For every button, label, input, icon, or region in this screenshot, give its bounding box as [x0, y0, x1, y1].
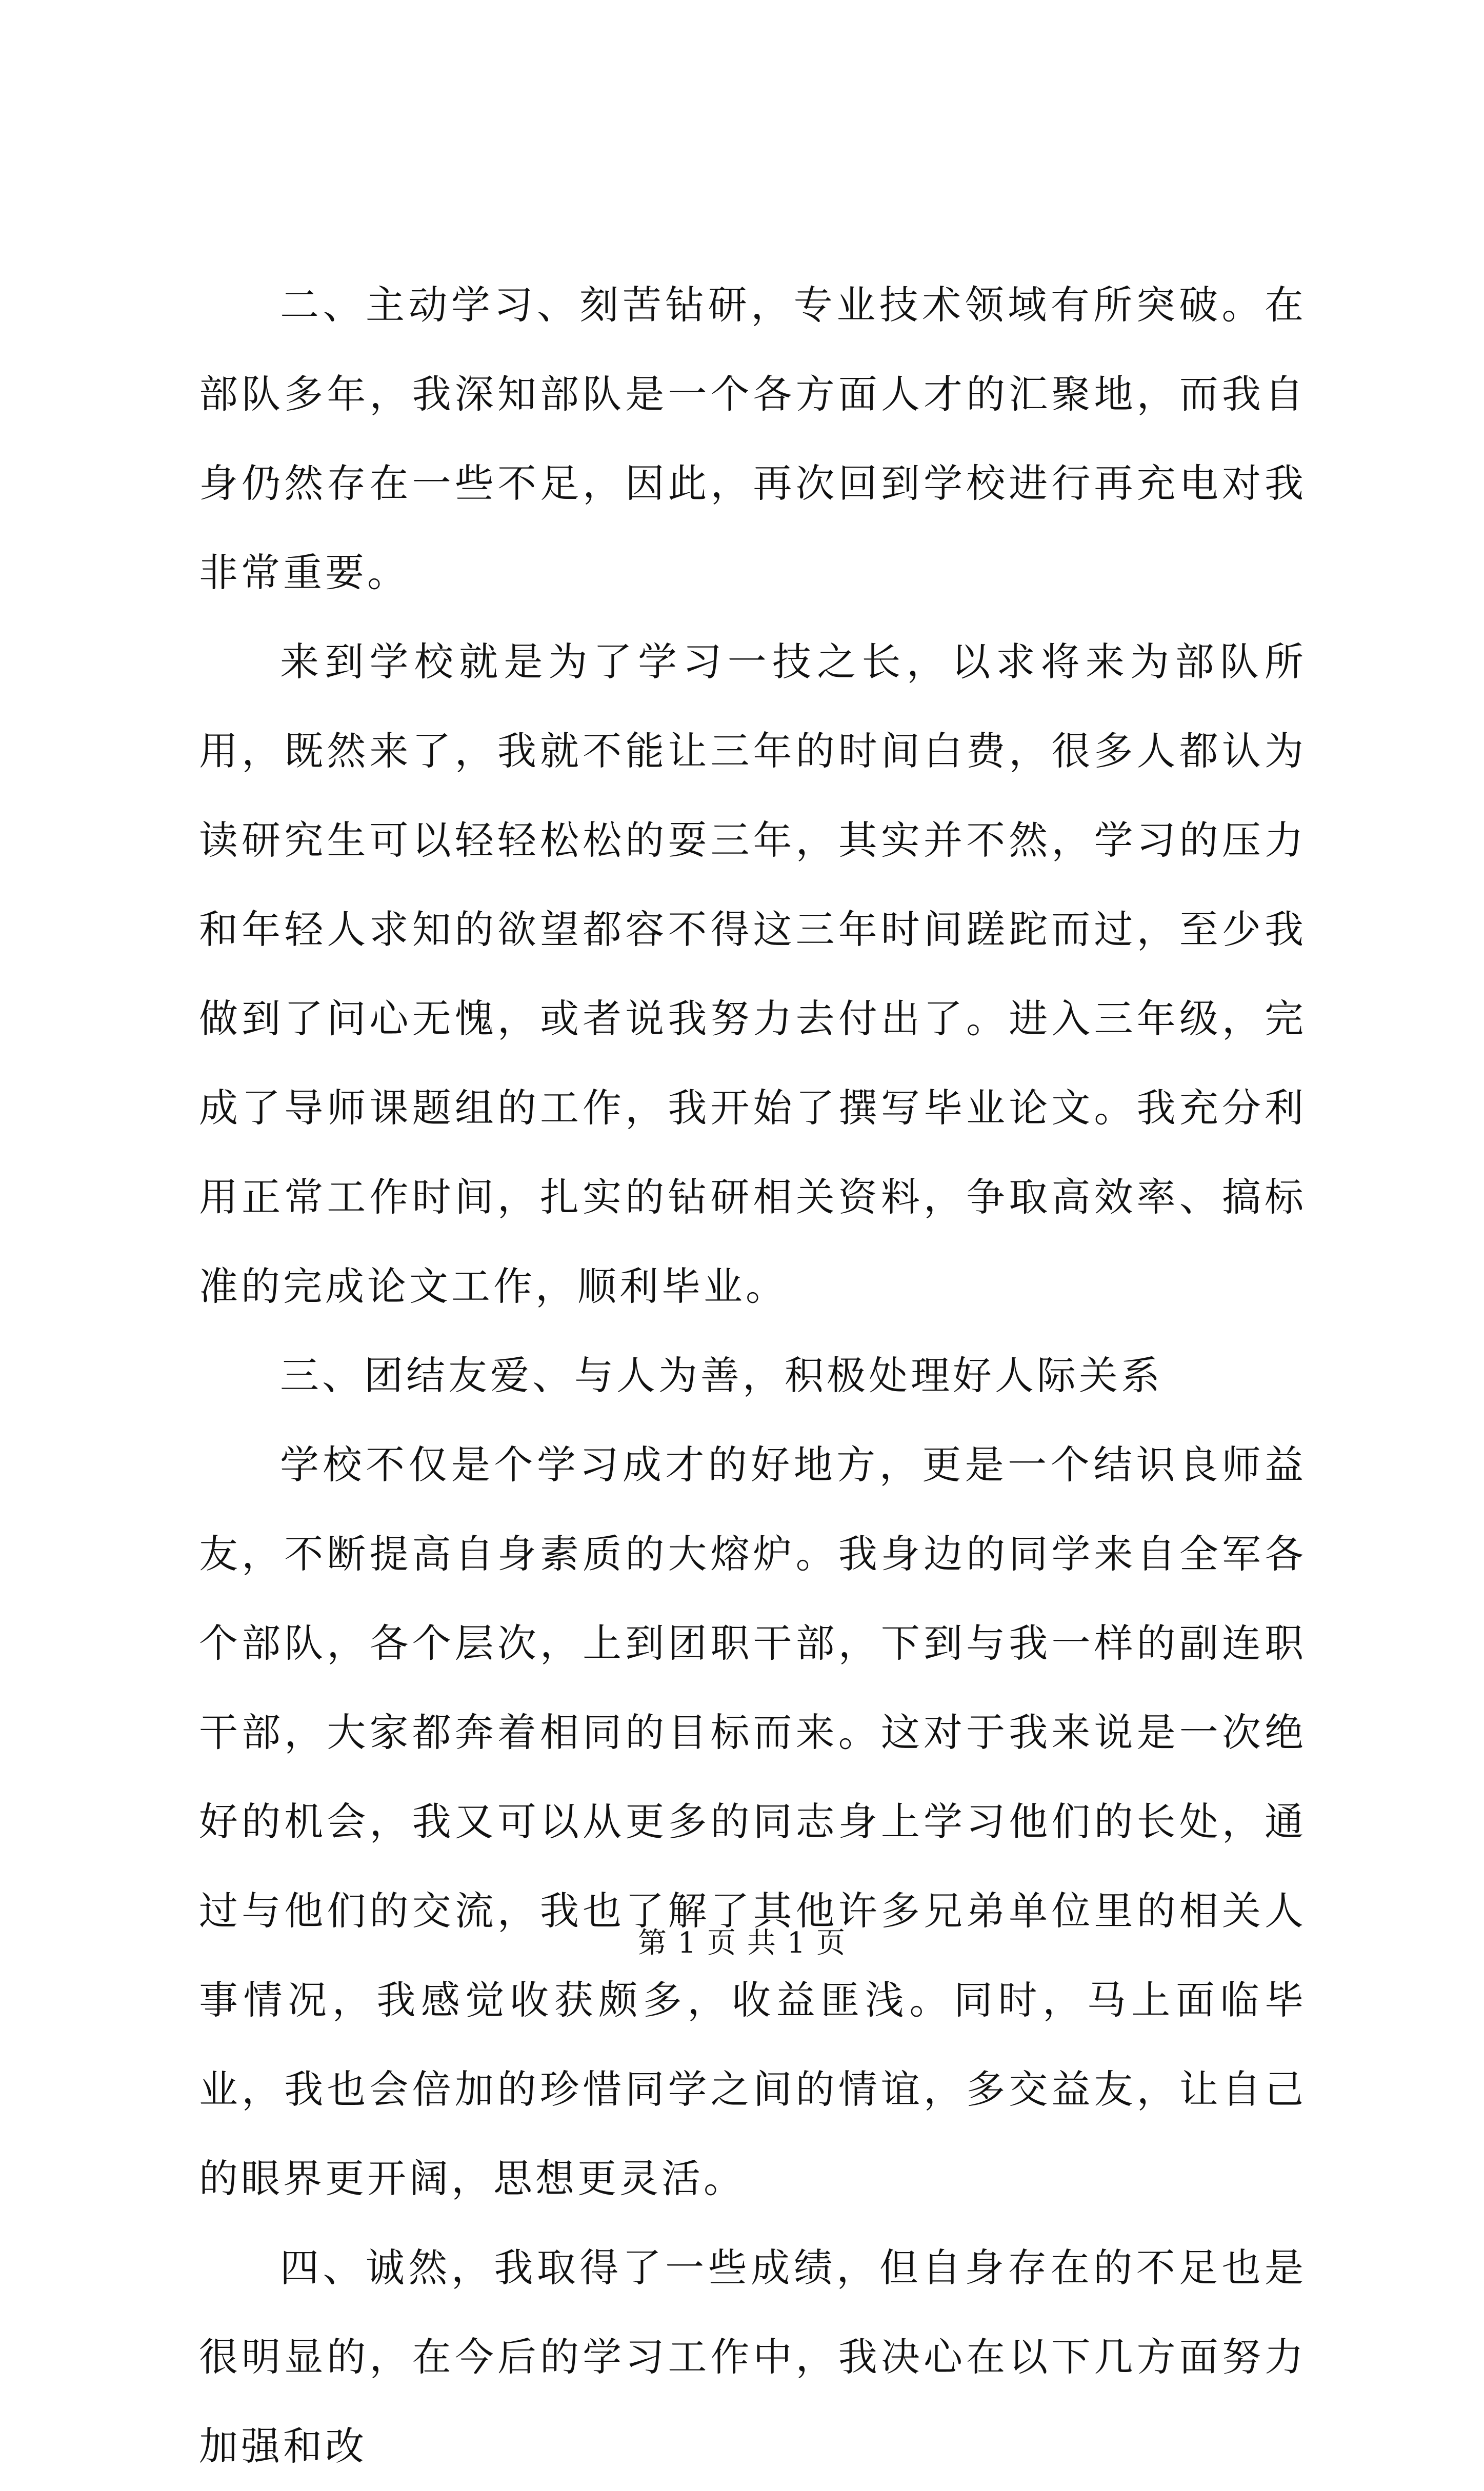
paragraph-section-two: 二、主动学习、刻苦钻研，专业技术领域有所突破。在部队多年，我深知部队是一个各方面人才的汇聚地，而我自身仍然存在一些不足，因此，再次回到学校进行再充电对我非常重要。: [199, 282, 1307, 595]
paragraph-section-three-heading: 三、团结友爱、与人为善，积极处理好人际关系: [280, 1353, 1163, 1398]
document-body: [199, 260, 1307, 2491]
paragraph-relationships: 学校不仅是个学习成才的好地方，更是一个结识良师益友，不断提高自身素质的大熔炉。我身边的同学来自全军各个部队，各个层次，上到团职干部，下到与我一样的副连职干部，大家都奔着相同的目标而来。这对于我来说是一次绝好的机会，我又可以从更多的同志身上学习他们的长处，通过与他们的交流，我也了解了其他许多兄弟单位里的相关人事情况，我感觉收获颇多，收益匪浅。同时，马上面临毕业，我也会倍加的珍惜同学之间的情谊，多交益友，让自己的眼界更开阔，思想更灵活。: [199, 1442, 1307, 2201]
paragraph-study: 来到学校就是为了学习一技之长，以求将来为部队所用，既然来了，我就不能让三年的时间白费，很多人都认为读研究生可以轻轻松松的耍三年，其实并不然，学习的压力和年轻人求知的欲望都容不得这三年时间蹉跎而过，至少我做到了问心无愧，或者说我努力去付出了。进入三年级，完成了导师课题组的工作，我开始了撰写毕业论文。我充分利用正常工作时间，扎实的钻研相关资料，争取高效率、搞标准的完成论文工作，顺利毕业。: [199, 639, 1307, 1309]
page-footer: 第 1 页 共 1 页: [637, 1926, 847, 1960]
paragraph-section-four: 四、诚然，我取得了一些成绩，但自身存在的不足也是很明显的，在今后的学习工作中，我决心在以下几方面努力加强和改: [199, 2245, 1307, 2469]
